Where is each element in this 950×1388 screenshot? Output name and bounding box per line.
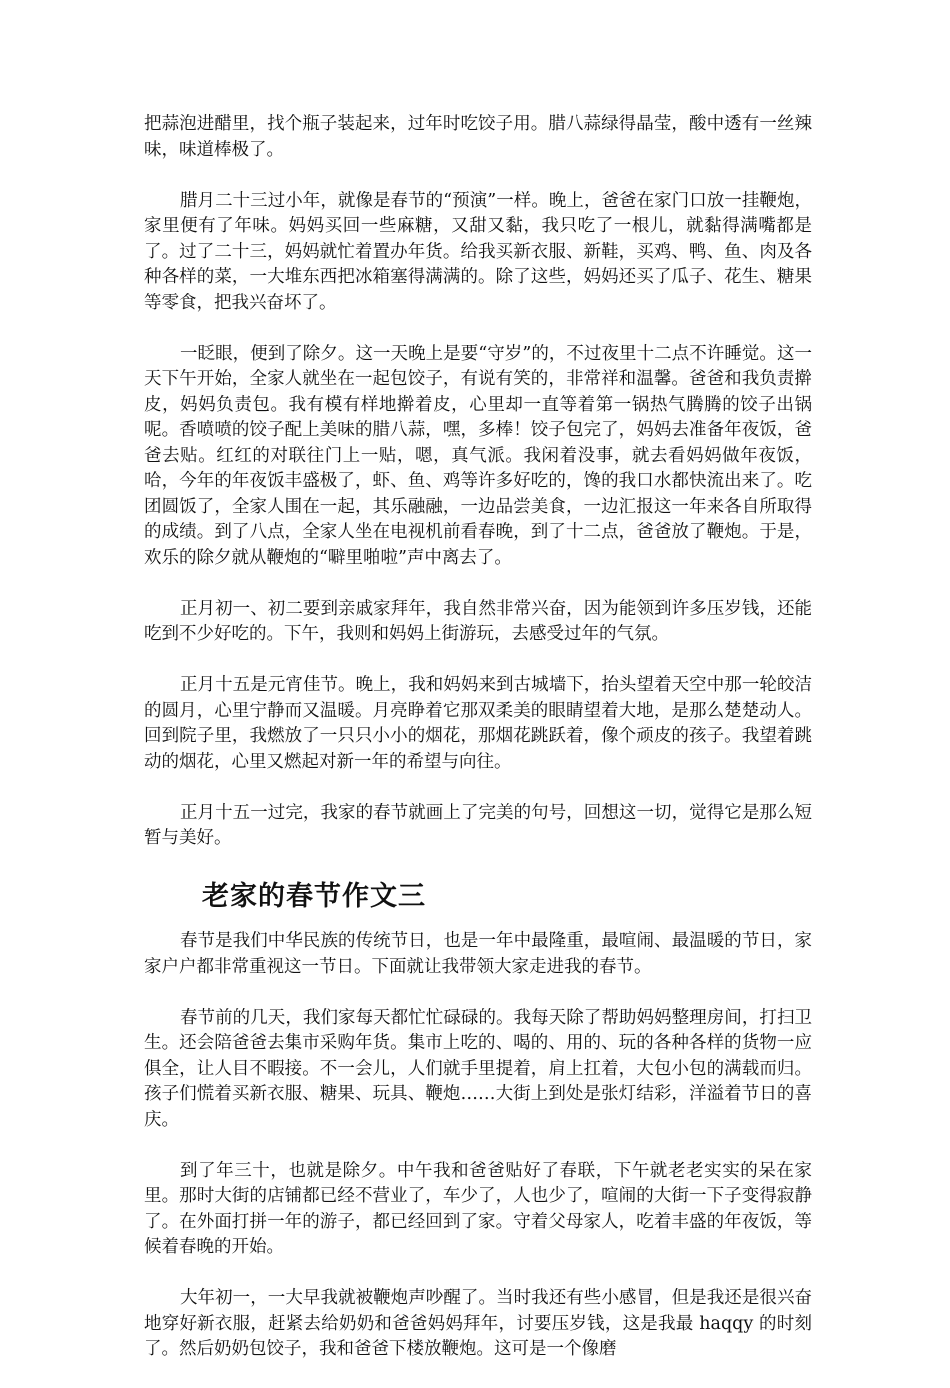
paragraph: 腊月二十三过小年，就像是春节的“预演”一样。晚上，爸爸在家门口放一挂鞭炮，家里便有了年味。妈妈买回一些麻糖，又甜又黏，我只吃了一根儿，就黏得满嘴都是了。过了二十三，妈妈就忙着置办年货。给我买新衣服、新鞋，买鸡、鸭、鱼、肉及各种各样的菜，一大堆东西把冰箱塞得满满的。除了这些，妈妈还买了瓜子、花生、糖果等零食，把我兴奋坏了。 [144, 190, 812, 313]
paragraph: 一眨眼，便到了除夕。这一天晚上是要“守岁”的，不过夜里十二点不许睡觉。这一天下午开始，全家人就坐在一起包饺子，有说有笑的，非常祥和温馨。爸爸和我负责擀皮，妈妈负责包。我有模有样地擀着皮，心里却一直等着第一锅热气腾腾的饺子出锅呢。香喷喷的饺子配上美味的腊八蒜，嘿，多棒！饺子包完了，妈妈去准备年夜饭，爸爸去贴。红红的对联往门上一贴，嗯，真气派。我闲着没事，就去看妈妈做年夜饭，哈，今年的年夜饭丰盛极了，虾、鱼、鸡等许多好吃的，馋的我口水都快流出来了。吃团圆饭了，全家人围在一起，其乐融融，一边品尝美食，一边汇报这一年来各自所取得的成绩。到了八点，全家人坐在电视机前看春晚，到了十二点，爸爸放了鞭炮。于是，欢乐的除夕就从鞭炮的“噼里啪啦”声中离去了。 [144, 343, 812, 568]
paragraph: 正月十五一过完，我家的春节就画上了完美的句号，回想这一切，觉得它是那么短暂与美好。 [144, 802, 812, 848]
paragraph: 大年初一，一大早我就被鞭炮声吵醒了。当时我还有些小感冒，但是我还是很兴奋地穿好新衣服，赶紧去给奶奶和爸爸妈妈拜年，讨要压岁钱，这是我最 haqqy 的时刻了。然后奶奶包饺子，我和爸爸下楼放鞭炮。这可是一个像磨 [144, 1288, 812, 1359]
section-title: 老家的春节作文三 [202, 881, 426, 912]
paragraph: 正月初一、初二要到亲戚家拜年，我自然非常兴奋，因为能领到许多压岁钱，还能吃到不少好吃的。下午，我则和妈妈上街游玩，去感受过年的气氛。 [144, 598, 812, 644]
paragraph: 把蒜泡进醋里，找个瓶子装起来，过年时吃饺子用。腊八蒜绿得晶莹，酸中透有一丝辣味，味道棒极了。 [144, 114, 812, 160]
document-page [144, 112, 812, 1388]
paragraph: 正月十五是元宵佳节。晚上，我和妈妈来到古城墙下，抬头望着天空中那一轮皎洁的圆月，心里宁静而又温暖。月亮睁着它那双柔美的眼睛望着大地，是那么楚楚动人。回到院子里，我燃放了一只只小小的烟花，那烟花跳跃着，像个顽皮的孩子。我望着跳动的烟花，心里又燃起对新一年的希望与向往。 [144, 675, 812, 772]
paragraph: 春节前的几天，我们家每天都忙忙碌碌的。我每天除了帮助妈妈整理房间，打扫卫生。还会陪爸爸去集市采购年货。集市上吃的、喝的、用的、玩的各种各样的货物一应俱全，让人目不暇接。不一会儿，人们就手里提着，肩上扛着，大包小包的满载而归。孩子们慌着买新衣服、糖果、玩具、鞭炮……大街上到处是张灯结彩，洋溢着节日的喜庆。 [144, 1007, 812, 1130]
paragraph: 到了年三十，也就是除夕。中午我和爸爸贴好了春联，下午就老老实实的呆在家里。那时大街的店铺都已经不营业了，车少了，人也少了，喧闹的大街一下子变得寂静了。在外面打拼一年的游子，都已经回到了家。守着父母家人，吃着丰盛的年夜饭，等候着春晚的开始。 [144, 1160, 812, 1257]
paragraph: 春节是我们中华民族的传统节日，也是一年中最隆重，最喧闹、最温暖的节日，家家户户都非常重视这一节日。下面就让我带领大家走进我的春节。 [144, 931, 812, 977]
